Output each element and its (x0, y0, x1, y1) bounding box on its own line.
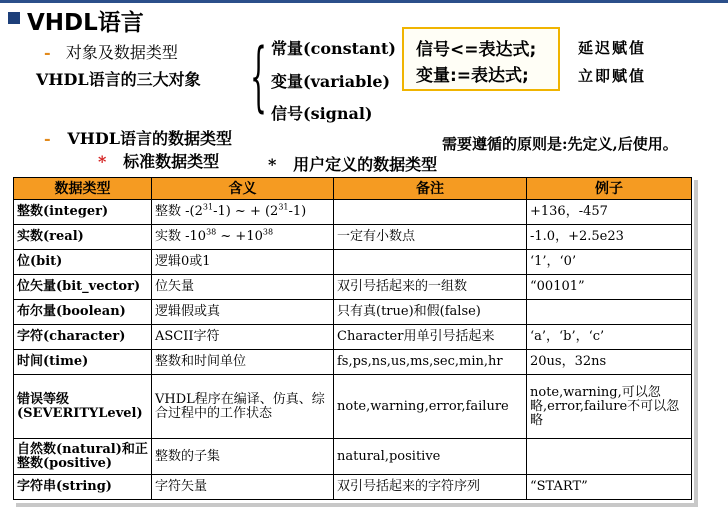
delay-assign-note: 延迟赋值 (578, 39, 647, 57)
table-row (14, 439, 692, 475)
cell-meaning: 整数 $-(2^{31}-1)$ ~ + $(2^{31}-1)$ (152, 200, 334, 225)
principle-text: 需要遵循的原则是:先定义,后使用。 (442, 135, 678, 153)
object-constant: 常量(constant) (271, 39, 396, 58)
table-shadow-right (694, 180, 698, 505)
datatype-table (13, 177, 692, 500)
cell-meaning: 实数 $-10^{38}$ ~ $+10^{38}$ (152, 225, 334, 250)
cell-meaning: VHDL程序在编译、仿真、综合过程中的工作状态 (152, 375, 334, 439)
cell-meaning: 整数的子集 (152, 439, 334, 475)
cell-meaning: ASCII字符 (152, 325, 334, 350)
cell-remark: 只有真(true)和假(false) (334, 300, 527, 325)
cell-example: note,warning,可以忽略,error,failure不可以忽略 (527, 375, 692, 439)
datatype-label: VHDL语言的数据类型 (67, 129, 233, 148)
cell-example: +136，-457 (527, 200, 692, 225)
cell-meaning: 字符矢量 (152, 475, 334, 500)
object-variable: 变量(variable) (271, 72, 391, 91)
cell-type: 错误等级(SEVERITYLevel) (14, 375, 152, 439)
table-row (14, 275, 692, 300)
cell-remark: note,warning,error,failure (334, 375, 527, 439)
table-row (14, 475, 692, 500)
dash-icon: - (44, 43, 51, 62)
cell-meaning: 位矢量 (152, 275, 334, 300)
cell-meaning: 逻辑0或1 (152, 250, 334, 275)
cell-remark (334, 200, 527, 225)
cell-type: 布尔量(boolean) (14, 300, 152, 325)
cell-remark: 双引号括起来的字符序列 (334, 475, 527, 500)
cell-example: ‘1’，‘0’ (527, 250, 692, 275)
cell-meaning: 整数和时间单位 (152, 350, 334, 375)
user-types-text: 用户定义的数据类型 (293, 155, 438, 174)
table-row (14, 375, 692, 439)
cell-example (527, 439, 692, 475)
slide-title: VHDL语言 (27, 10, 144, 36)
datatype-bullet (44, 126, 232, 149)
cell-type: 自然数(natural)和正整数(positive) (14, 439, 152, 475)
standard-types-label (98, 149, 219, 172)
cell-remark (334, 250, 527, 275)
table-row (14, 300, 692, 325)
cell-remark: natural,positive (334, 439, 527, 475)
header-remark: 备注 (334, 178, 527, 200)
variable-assignment: 变量:=表达式; (416, 66, 529, 86)
cell-type: 整数(integer) (14, 200, 152, 225)
object-signal: 信号(signal) (271, 104, 373, 123)
cell-example: “00101” (527, 275, 692, 300)
cell-example: 20us，32ns (527, 350, 692, 375)
header-example: 例子 (527, 178, 692, 200)
cell-remark: fs,ps,ns,us,ms,sec,min,hr (334, 350, 527, 375)
cell-meaning: 逻辑假或真 (152, 300, 334, 325)
cell-example: -1.0，+2.5e23 (527, 225, 692, 250)
user-types-label (268, 152, 437, 175)
brace-icon: { (250, 31, 267, 120)
table-row (14, 225, 692, 250)
three-objects-label: VHDL语言的三大对象 (36, 70, 201, 89)
star-icon: * (98, 152, 107, 171)
standard-types-text: 标准数据类型 (123, 152, 220, 171)
cell-remark: 双引号括起来的一组数 (334, 275, 527, 300)
objects-bullet (44, 40, 178, 63)
header-type: 数据类型 (14, 178, 152, 200)
cell-remark: 一定有小数点 (334, 225, 527, 250)
cell-type: 字符串(string) (14, 475, 152, 500)
table-row (14, 325, 692, 350)
dash-icon: - (44, 129, 51, 148)
star-icon: * (268, 155, 277, 174)
cell-type: 位(bit) (14, 250, 152, 275)
cell-example (527, 300, 692, 325)
objects-label: 对象及数据类型 (65, 43, 178, 62)
square-bullet-icon (8, 12, 20, 24)
table-row (14, 350, 692, 375)
cell-example: ‘a’，‘b’，‘c’ (527, 325, 692, 350)
cell-remark: Character用单引号括起来 (334, 325, 527, 350)
table-row (14, 200, 692, 225)
cell-type: 时间(time) (14, 350, 152, 375)
cell-type: 字符(character) (14, 325, 152, 350)
cell-type: 位矢量(bit_vector) (14, 275, 152, 300)
header-meaning: 含义 (152, 178, 334, 200)
immediate-assign-note: 立即赋值 (578, 67, 647, 85)
cell-example: “START” (527, 475, 692, 500)
top-bar (0, 0, 728, 3)
table-shadow-bottom (16, 503, 698, 507)
table-header-row (14, 178, 692, 200)
cell-type: 实数(real) (14, 225, 152, 250)
signal-assignment: 信号<=表达式; (416, 40, 537, 60)
table-row (14, 250, 692, 275)
